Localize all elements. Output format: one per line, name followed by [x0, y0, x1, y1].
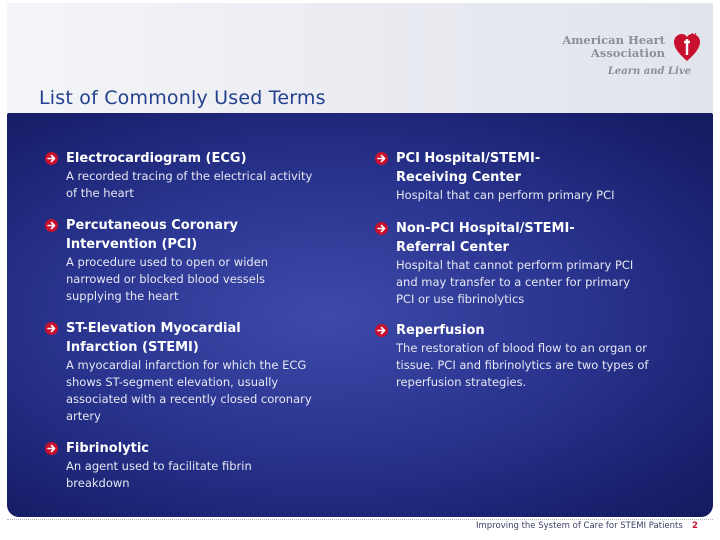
term-reperfusion — [396, 321, 656, 391]
term-title: Electrocardiogram (ECG) — [66, 151, 247, 166]
term-description: Hospital that can perform primary PCI — [396, 188, 615, 202]
logo-line-2: Association — [590, 46, 665, 60]
term-non-pci-hospital — [396, 219, 646, 308]
term-stemi — [66, 319, 316, 425]
term-title: ST-Elevation Myocardial Infarction (STEMI) — [66, 321, 241, 355]
heart-torch-icon — [673, 33, 701, 63]
term-ecg — [66, 149, 316, 202]
term-description: A procedure used to open or widen narrowed or blocked blood vessels supplying the heart — [66, 255, 269, 303]
aha-logo — [562, 19, 715, 81]
footer-text: Improving the System of Care for STEMI Patients — [476, 521, 683, 531]
term-description: An agent used to facilitate fibrin breakdown — [66, 459, 252, 490]
arrow-icon — [375, 152, 388, 165]
term-description: A myocardial infarction for which the ECG shows ST-segment elevation, usually associated with a recently closed coronary artery — [66, 358, 312, 423]
term-pci — [66, 216, 306, 305]
footer-divider — [7, 519, 713, 520]
arrow-icon — [45, 152, 58, 165]
arrow-icon — [45, 442, 58, 455]
terms-panel — [7, 113, 713, 517]
term-title: Percutaneous Coronary Intervention (PCI) — [66, 218, 238, 252]
page-number: 2 — [692, 521, 698, 531]
term-title: PCI Hospital/STEMI-Receiving Center — [396, 151, 541, 185]
arrow-icon — [45, 219, 58, 232]
term-description: A recorded tracing of the electrical activity of the heart — [66, 169, 313, 200]
term-pci-hospital — [396, 149, 656, 204]
logo-tagline: Learn and Live — [607, 66, 691, 77]
term-description: Hospital that cannot perform primary PCI and may transfer to a center for primary PCI or use fibrinolytics — [396, 258, 634, 306]
term-description: The restoration of blood flow to an organ or tissue. PCI and fibrinolytics are two types of reperfusion strategies. — [396, 341, 649, 389]
page-title: List of Commonly Used Terms — [39, 87, 326, 109]
term-title: Fibrinolytic — [66, 441, 150, 456]
logo-line-1: American Heart — [562, 33, 665, 47]
term-fibrinolytic — [66, 439, 291, 492]
arrow-icon — [375, 222, 388, 235]
arrow-icon — [375, 324, 388, 337]
slide-header — [7, 3, 713, 113]
term-title: Non-PCI Hospital/STEMI-Referral Center — [396, 221, 575, 255]
arrow-icon — [45, 322, 58, 335]
term-title: Reperfusion — [396, 323, 485, 338]
